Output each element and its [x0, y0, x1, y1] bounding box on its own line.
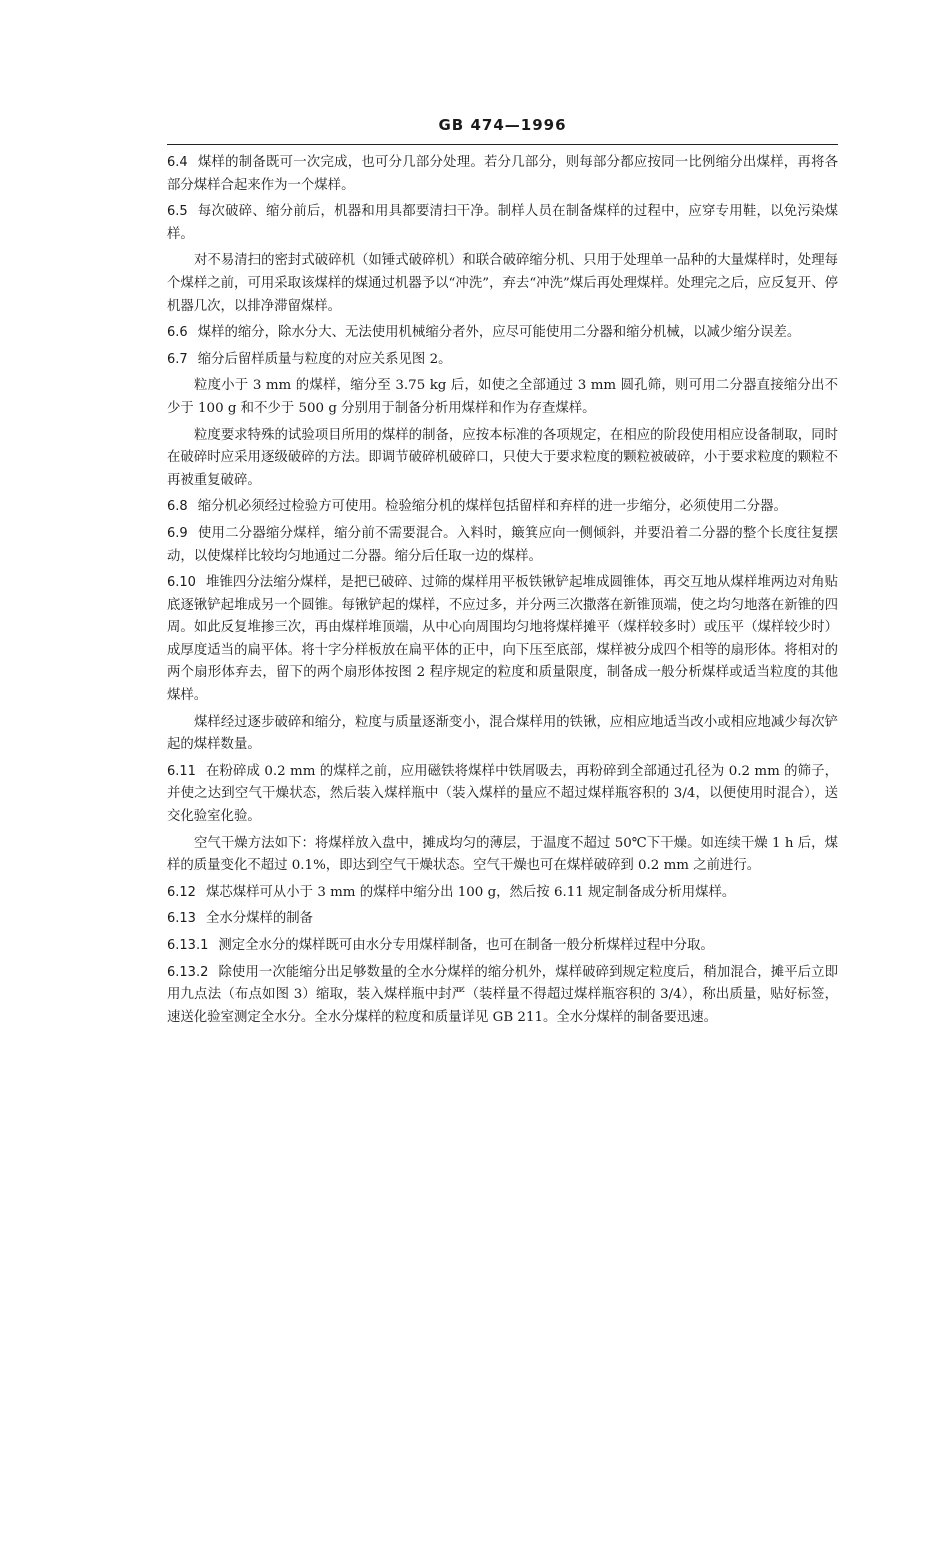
- section-paragraph: [167, 572, 838, 708]
- section-number: 6.9: [167, 525, 188, 541]
- section-number: 6.11: [167, 763, 196, 779]
- section-number: 6.7: [167, 351, 188, 367]
- body-paragraph: [167, 833, 838, 878]
- section-text: 缩分机必须经过检验方可使用。检验缩分机的煤样包括留样和弃样的进一步缩分，必须使用二分器。: [197, 499, 787, 515]
- section-text: 每次破碎、缩分前后，机器和用具都要清扫干净。制样人员在制备煤样的过程中，应穿专用鞋，以免污染煤样。: [167, 204, 838, 242]
- section-text: 煤样经过逐步破碎和缩分，粒度与质量逐渐变小，混合煤样用的铁锹，应相应地适当改小或相应地减少每次铲起的煤样数量。: [167, 714, 838, 753]
- section-text: 煤样的缩分，除水分大、无法使用机械缩分者外，应尽可能使用二分器和缩分机械，以减少缩分误差。: [197, 325, 801, 341]
- section-number: 6.13.2: [167, 964, 209, 980]
- section-paragraph: [167, 152, 838, 197]
- body-paragraph: [167, 425, 838, 493]
- section-text: 粒度要求特殊的试验项目所用的煤样的制备，应按本标准的各项规定，在相应的阶段使用相应设备制取，同时在破碎时应采用逐级破碎的方法。即调节破碎机破碎口，只使大于要求粒度的颗粒被破碎，小于要求粒度的颗粒不再被重复破碎。: [167, 427, 838, 488]
- section-number: 6.13: [167, 911, 196, 927]
- section-number: 6.12: [167, 884, 196, 900]
- section-paragraph: [167, 935, 838, 958]
- body-paragraph: [167, 375, 838, 420]
- section-paragraph: [167, 962, 838, 1030]
- section-text: 使用二分器缩分煤样，缩分前不需要混合。入料时，簸箕应向一侧倾斜，并要沿着二分器的整个长度往复摆动，以使煤样比较均匀地通过二分器。缩分后任取一边的煤样。: [167, 525, 838, 564]
- section-text: 除使用一次能缩分出足够数量的全水分煤样的缩分机外，煤样破碎到规定粒度后，稍加混合，摊平后立即用九点法（布点如图 3）缩取，装入煤样瓶中封严（装样量不得超过煤样瓶容积的 3/4），称出质量，贴好标签，速送化验室测定全水分。全水分煤样的粒度和质量详见 GB 211。全水分煤样的制备要迅速。: [167, 964, 838, 1025]
- body-paragraph: [167, 712, 838, 757]
- section-paragraph: [167, 761, 838, 829]
- section-number: 6.10: [167, 575, 196, 591]
- section-text: 空气干燥方法如下：将煤样放入盘中，摊成均匀的薄层，于温度不超过 50℃下干燥。如连续干燥 1 h 后，煤样的质量变化不超过 0.1%，即达到空气干燥状态。空气干燥也可在煤样破碎到 0.2 mm 之前进行。: [167, 835, 838, 874]
- section-paragraph: [167, 322, 838, 345]
- section-text: 测定全水分的煤样既可由水分专用煤样制备，也可在制备一般分析煤样过程中分取。: [218, 938, 714, 953]
- document-body: [167, 152, 838, 1033]
- section-paragraph: [167, 349, 838, 372]
- section-number: 6.13.1: [167, 938, 209, 953]
- section-number: 6.6: [167, 325, 188, 341]
- section-paragraph: [167, 496, 838, 519]
- section-text: 煤样的制备既可一次完成，也可分几部分处理。若分几部分，则每部分都应按同一比例缩分出煤样，再将各部分煤样合起来作为一个煤样。: [167, 155, 838, 193]
- section-paragraph: [167, 908, 838, 931]
- section-text: 全水分煤样的制备: [205, 911, 314, 927]
- section-text: 煤芯煤样可从小于 3 mm 的煤样中缩分出 100 g，然后按 6.11 规定制备成分析用煤样。: [205, 884, 736, 900]
- section-number: 6.8: [167, 499, 188, 515]
- section-text: 粒度小于 3 mm 的煤样，缩分至 3.75 kg 后，如使之全部通过 3 mm 圆孔筛，则可用二分器直接缩分出不少于 100 g 和不少于 500 g 分别用于制备分析用煤样和作为存查煤样。: [167, 378, 838, 416]
- section-paragraph: [167, 523, 838, 568]
- section-text: 缩分后留样质量与粒度的对应关系见图 2。: [197, 351, 452, 367]
- section-number: 6.4: [167, 155, 188, 170]
- section-number: 6.5: [167, 204, 188, 220]
- page-header: GB 474—1996: [438, 116, 567, 134]
- section-paragraph: [167, 882, 838, 905]
- section-text: 堆锥四分法缩分煤样，是把已破碎、过筛的煤样用平板铁锹铲起堆成圆锥体，再交互地从煤样堆两边对角贴底逐锹铲起堆成另一个圆锥。每锹铲起的煤样，不应过多，并分两三次撒落在新锥顶端，使之均匀地落在新锥的四周。如此反复堆掺三次，再由煤样堆顶端，从中心向周围均匀地将煤样摊平（煤样较多时）或压平（煤样较少时）成厚度适当的扁平体。将十字分样板放在扁平体的正中，向下压至底部，煤样被分成四个相等的扇形体。将相对的两个扇形体弃去，留下的两个扇形体按图 2 程序规定的粒度和质量限度，制备成一般分析煤样或适当粒度的其他煤样。: [167, 575, 838, 704]
- body-paragraph: [167, 250, 838, 318]
- section-paragraph: [167, 201, 838, 246]
- section-text: 在粉碎成 0.2 mm 的煤样之前，应用磁铁将煤样中铁屑吸去，再粉碎到全部通过孔径为 0.2 mm 的筛子，并使之达到空气干燥状态，然后装入煤样瓶中（装入煤样的量应不超过煤样瓶容积的 3/4，以便使用时混合），送交化验室化验。: [167, 763, 838, 825]
- header-divider: [167, 144, 838, 145]
- section-text: 对不易清扫的密封式破碎机（如锤式破碎机）和联合破碎缩分机、只用于处理单一品种的大量煤样时，处理每个煤样之前，可用采取该煤样的煤通过机器予以“冲洗”，弃去“冲洗”煤后再处理煤样。处理完之后，应反复开、停机器几次，以排净滞留煤样。: [167, 253, 838, 314]
